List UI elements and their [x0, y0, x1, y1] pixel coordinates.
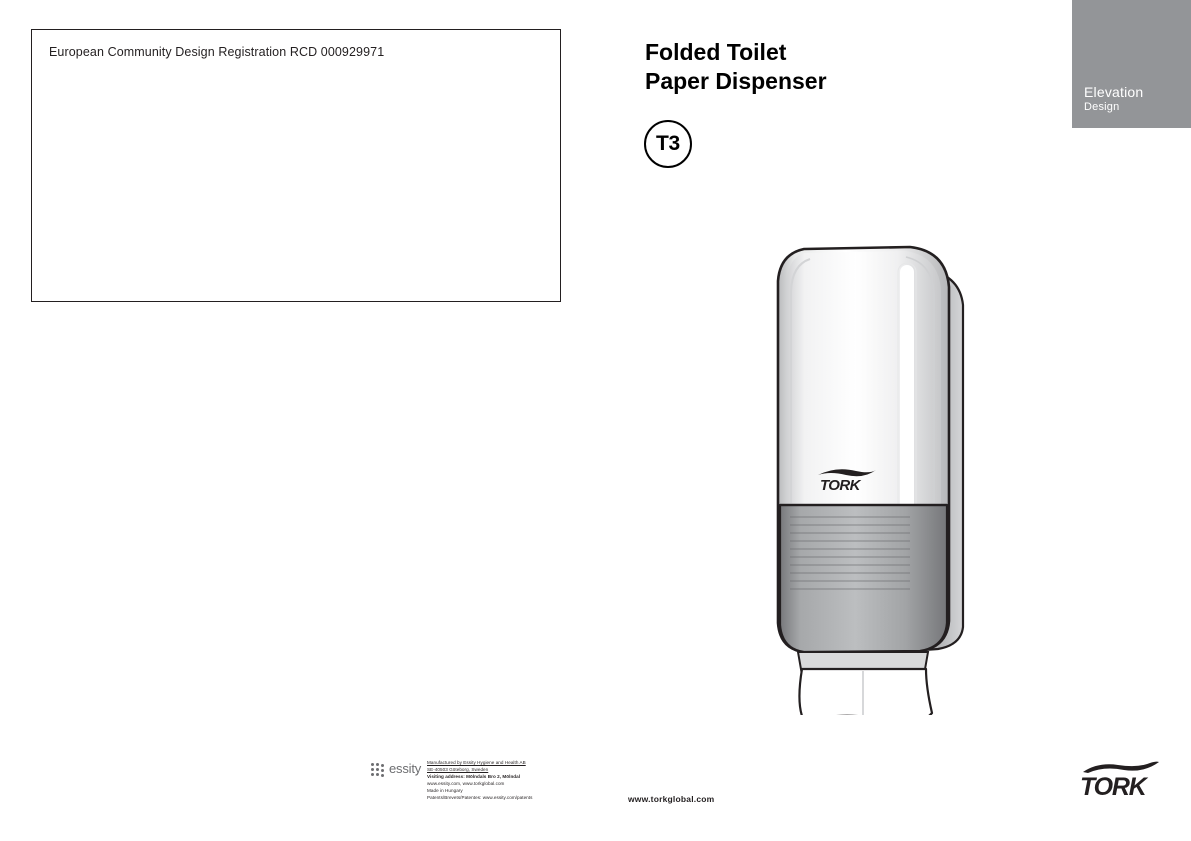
dispensed-paper-sheet	[799, 669, 932, 715]
dispenser-brand-logo	[814, 469, 876, 494]
footer-website-link[interactable]: www.torkglobal.com	[628, 794, 715, 804]
product-illustration	[760, 235, 1060, 715]
manufacturer-line-3: www.essity.com, www.torkglobal.com	[427, 780, 505, 786]
manufacturer-line-1: SE-40503 Göteborg, Sweden	[427, 766, 489, 772]
manufacturer-line-0: Manufactured by Essity Hygiene and Health AB	[427, 760, 526, 765]
design-registration-text: European Community Design Registration RCD 000929971	[49, 45, 385, 59]
tork-logo	[1080, 760, 1162, 802]
page-title-line2: Paper Dispenser	[645, 68, 827, 95]
dispenser-lower-section	[780, 505, 947, 652]
manufacturer-line-2: Visiting address: Mölndals Bro 2, Mölndal	[427, 773, 521, 779]
system-badge-t3: T3	[644, 120, 692, 168]
essity-wordmark: essity	[389, 761, 422, 776]
design-line-subtitle: Design	[1084, 101, 1120, 113]
manufacturer-line-4: Made in Hungary	[427, 787, 463, 793]
svg-text:TORK: TORK	[820, 477, 860, 494]
design-line-tab	[1072, 0, 1191, 128]
page-title-line1: Folded Toilet	[645, 39, 787, 65]
manufacturer-address	[427, 760, 602, 802]
page-title	[645, 38, 1025, 97]
tork-wordmark: TORK	[1080, 773, 1146, 801]
manufacturer-line-5: Patents/Brevets/Patentes: www.essity.com/patents	[427, 794, 533, 800]
design-line-name: Elevation	[1084, 84, 1144, 100]
manufacturer-block	[371, 760, 601, 810]
essity-logo-icon	[371, 763, 385, 777]
design-registration-box	[31, 29, 561, 302]
